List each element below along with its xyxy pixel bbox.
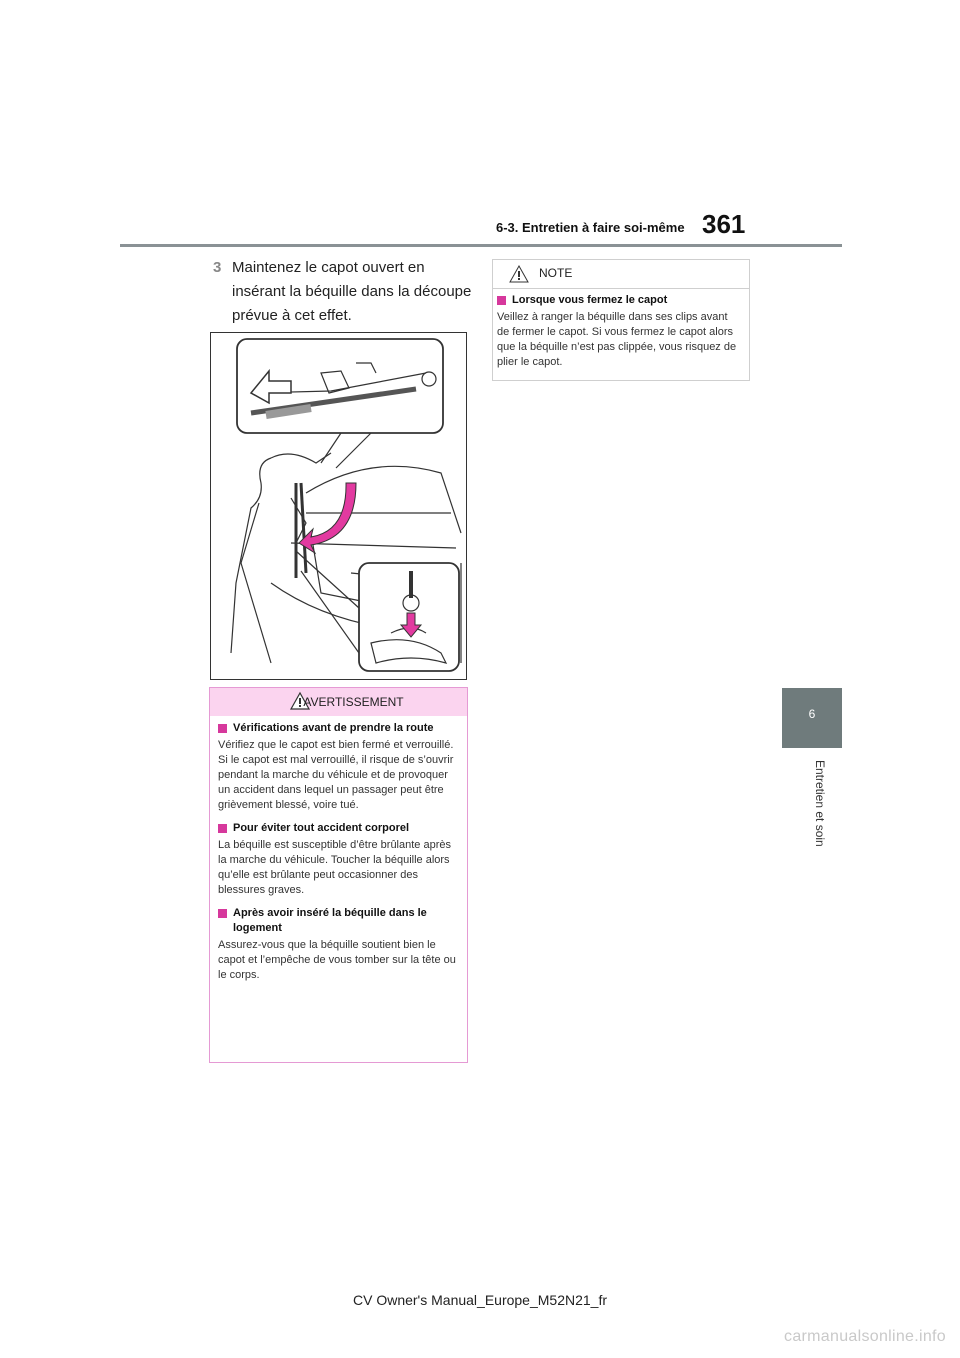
car-hood-open	[306, 466, 461, 533]
warning-box	[209, 687, 468, 1063]
caution-triangle-icon	[497, 260, 537, 288]
warning-section-heading: Pour éviter tout accident corporel	[218, 821, 462, 836]
chapter-tab-label: Entretien et soin	[813, 760, 827, 847]
person-body	[231, 458, 271, 653]
page-number: 361	[702, 209, 746, 239]
warning-header	[210, 688, 467, 716]
warning-section-text: Vérifiez que le capot est bien fermé et verrouillé. Si le capot est mal verrouillé, il risque de s’ouvrir pendant la marche du véhicule et de provoquer un accident dans lequel un passager peut être grièvement blessé, voire tué.	[218, 739, 454, 811]
rotate-arrow-icon	[299, 483, 356, 553]
note-text: Veillez à ranger la béquille dans ses clips avant de fermer le capot. Si vous fermez le capot alors que la béquille n’est pas clippée, vous risquez de plier le capot.	[497, 311, 737, 368]
header-section-title: 6-3. Entretien à faire soi-même	[496, 220, 685, 235]
bullet-square-icon	[497, 296, 506, 305]
hood-support-illustration	[210, 332, 467, 680]
warning-section-heading: Vérifications avant de prendre la route	[218, 721, 462, 736]
note-heading: Lorsque vous fermez le capot	[497, 293, 741, 308]
warning-section-text: La béquille est susceptible d’être brûlante après la marche du véhicule. Toucher la béquille alors qu’elle est brûlante peut occasionner des blessures graves.	[218, 839, 451, 896]
bullet-square-icon	[218, 724, 227, 733]
warning-title: AVERTISSEMENT	[303, 695, 404, 709]
note-title: NOTE	[539, 266, 573, 280]
warning-section-text: Assurez-vous que la béquille soutient bien le capot et l’empêche de vous tomber sur la tête ou le corps.	[218, 939, 456, 981]
warning-body	[218, 721, 462, 991]
footer-manual-id: CV Owner's Manual_Europe_M52N21_fr	[352, 1292, 608, 1308]
step-number: 3	[213, 259, 222, 276]
callout-pointer	[321, 433, 371, 468]
note-box	[492, 259, 750, 381]
hood-illustration-svg	[211, 333, 466, 679]
header-rule	[120, 244, 842, 247]
warning-section-heading: Après avoir inséré la béquille dans le logement	[218, 906, 462, 936]
note-header	[493, 260, 749, 289]
bullet-square-icon	[218, 909, 227, 918]
chapter-tab[interactable]	[782, 688, 842, 748]
watermark[interactable]: carmanualsonline.info	[784, 1328, 946, 1345]
step-text: Maintenez le capot ouvert en insérant la béquille dans la découpe prévue à cet effet.	[232, 259, 472, 324]
chapter-tab-number: 6	[808, 707, 816, 721]
bullet-square-icon	[218, 824, 227, 833]
note-body	[497, 293, 741, 370]
